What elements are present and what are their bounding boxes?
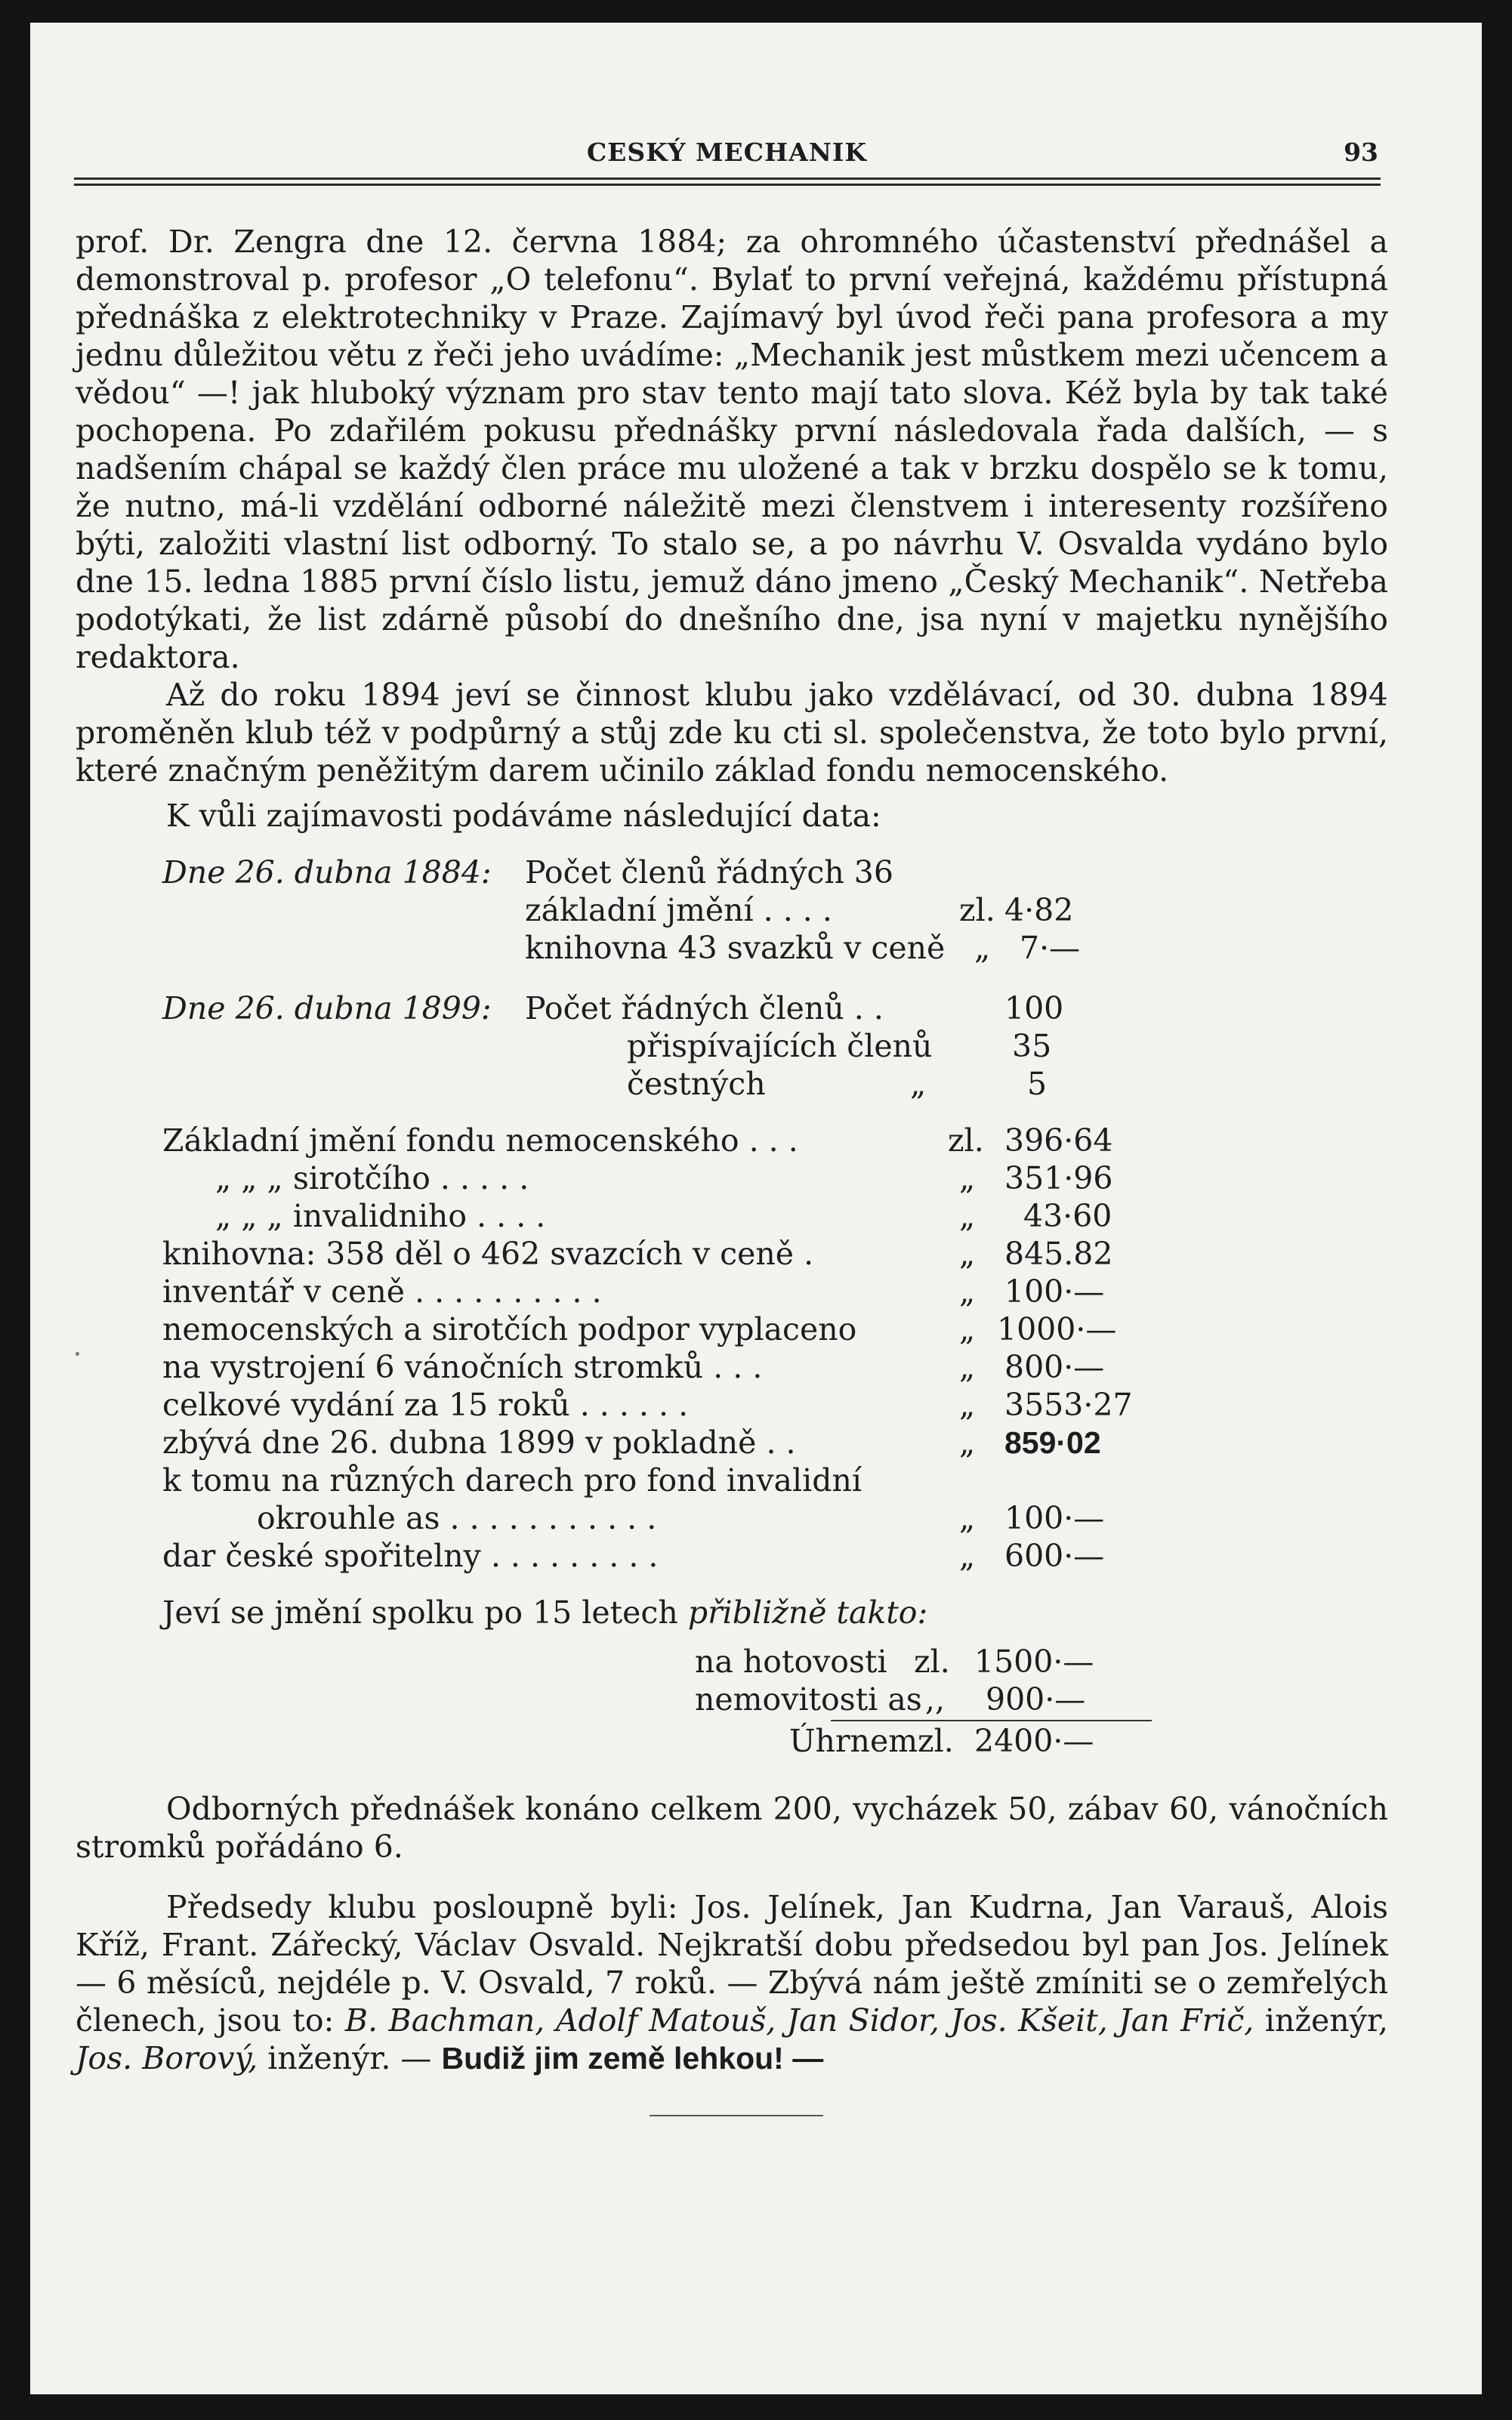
deceased-members: B. Bachman, Adolf Matouš, Jan Sidor, Jos. Kšeit, Jan Frič, [344, 2002, 1254, 2039]
date-1884: Dne 26. dubna 1884: [162, 854, 492, 891]
paragraph-data-intro: K vůli zajímavosti podáváme následující data: [166, 798, 881, 834]
fund-row-value: 800·— [1004, 1349, 1105, 1385]
fund-row-currency: „ [959, 1311, 976, 1347]
fund-row-label: knihovna: 358 děl o 462 svazcích v ceně . [162, 1236, 814, 1272]
honorary-1899-value: 5 [1027, 1066, 1048, 1102]
fund-row-value: 100·— [1004, 1500, 1105, 1536]
library-1884-value: 7·— [1020, 930, 1081, 966]
members-1899-value: 100 [1004, 990, 1064, 1026]
fund-row-currency: „ [959, 1198, 976, 1234]
fund-row-currency: „ [959, 1273, 976, 1310]
library-1884-label: knihovna 43 svazků v ceně [525, 930, 946, 966]
end-rule [650, 2115, 823, 2116]
date-1899: Dne 26. dubna 1899: [162, 990, 492, 1026]
summary-intro-italic: přibližně takto: [687, 1594, 928, 1631]
engineer-title-2: inženýr. — [267, 2040, 432, 2076]
fund-row-currency: „ [959, 1500, 976, 1536]
fund-row-currency: zl. [948, 1122, 984, 1159]
fund-row-label: dar české spořitelny . . . . . . . . . [162, 1538, 659, 1574]
total-currency: zl. [918, 1723, 954, 1759]
balance-value: 859·02 [1004, 1425, 1101, 1460]
fund-row-currency: „ [959, 1538, 976, 1574]
honorary-1899-label: čestných [627, 1066, 766, 1102]
capital-1884-value: 4·82 [1004, 892, 1074, 928]
property-label: nemovitosti as [695, 1681, 922, 1718]
summary-intro [162, 1594, 927, 1631]
total-value: 2400·— [974, 1723, 1094, 1759]
deceased-member-last: Jos. Borový, [76, 2040, 258, 2076]
cash-value: 1500·— [974, 1644, 1094, 1680]
fund-row-label: „ „ „ invalidniho . . . . [215, 1198, 546, 1234]
page-header [76, 137, 1378, 175]
page-number: 93 [1344, 137, 1378, 167]
memorial-phrase: Budiž jim země lehkou! — [441, 2041, 824, 2076]
members-1899-label: Počet řádných členů . . [525, 990, 884, 1026]
fund-row-label: zbývá dne 26. dubna 1899 v pokladně . . [162, 1425, 796, 1461]
fund-row-value: 100·— [1004, 1273, 1105, 1310]
contributing-1899-label: přispívajících členů [627, 1028, 933, 1064]
property-currency: ,, [925, 1681, 946, 1718]
capital-1884-label: základní jmění . . . . [525, 892, 832, 928]
fund-row-label: okrouhle as . . . . . . . . . . . [257, 1500, 657, 1536]
fund-row-value: 43·60 [1023, 1198, 1112, 1234]
summary-intro-text: Jeví se jmění spolku po 15 letech [162, 1594, 678, 1631]
contributing-1899-value: 35 [1012, 1028, 1052, 1064]
paragraph-chairmen [76, 1888, 1388, 2077]
members-1884: Počet členů řádných 36 [525, 854, 893, 891]
paragraph-lectures: Odborných přednášek konáno celkem 200, vycházek 50, zábav 60, vánočních stromků pořádáno 6. [76, 1791, 1388, 1865]
fund-row-value: 1000·— [997, 1311, 1117, 1347]
fund-row-currency: „ [959, 1425, 976, 1461]
fund-row-currency: „ [959, 1387, 976, 1423]
fund-row-value: 351·96 [1004, 1160, 1113, 1196]
fund-row-label: „ „ „ sirotčího . . . . . [215, 1160, 529, 1196]
document-page [30, 23, 1482, 2394]
property-value: 900·— [986, 1681, 1086, 1718]
total-label: Úhrnem [789, 1723, 918, 1759]
fund-row-label: na vystrojení 6 vánočních stromků . . . [162, 1349, 763, 1385]
header-rule-bottom [74, 184, 1381, 186]
paragraph-support-fund: Až do roku 1894 jeví se činnost klubu jako vzdělávací, od 30. dubna 1894 proměněn klub též v podpůrný a stůj zde ku cti sl. společenstva, že toto bylo první, které značným peněžitým darem učinilo základ fondu nemocenského. [76, 677, 1388, 789]
fund-row-value: 3553·27 [1004, 1387, 1133, 1423]
paragraph-history: prof. Dr. Zengra dne 12. června 1884; za ohromného účastenství přednášel a demonstroval p. profesor „O telefonu“. Bylať to první veřejná, každému přístupná přednáška z elektrotechniky v Praze. Zajímavý byl úvod řeči pana profesora a my jednu důležitou větu z řeči jeho uvádíme: „Mechanik jest můstkem mezi učencem a vědou“ —! jak hluboký význam pro stav tento mají tato slova. Kéž byla by tak také pochopena. Po zdařilém pokusu přednášky první následovala řada dalších, — s nadšením chápal se každý člen práce mu uložené a tak v brzku dospělo se k tomu, že nutno, má-li vzdělání odborné náležitě mezi členstvem i interesenty rozšířeno býti, založiti vlastní list odborný. To stalo se, a po návrhu V. Osvalda vydáno bylo dne 15. ledna 1885 první číslo listu, jemuž dáno jmeno „Český Mechanik“. Netřeba podotýkati, že list zdárně působí do dnešního dne, jsa nyní v majetku nynějšího redaktora. [76, 224, 1388, 675]
chairmen-text: Předsedy klubu posloupně byli: Jos. Jelínek, Jan Kudrna, Jan Varauš, Alois Kříž, Frant. Zářecký, Václav Osvald. Nejkratší dobu předsedou byl pan Jos. Jelínek — 6 měsíců, nejdéle p. V. Osvald, 7 roků. — Zbývá nám ještě zmíniti se o zemřelých členech, jsou to: [76, 1889, 1388, 2039]
sum-rule [831, 1720, 1152, 1721]
fund-row-value: 600·— [1004, 1538, 1105, 1574]
fund-row-value: 396·64 [1004, 1122, 1113, 1159]
print-speck [76, 1352, 79, 1356]
fund-row-currency: „ [959, 1236, 976, 1272]
capital-1884-currency: zl. [959, 892, 995, 928]
cash-currency: zl. [914, 1644, 950, 1680]
cash-label: na hotovosti [695, 1644, 887, 1680]
header-rule-top [74, 177, 1381, 180]
fund-row-label: nemocenských a sirotčích podpor vyplaceno [162, 1311, 857, 1347]
fund-row-currency: „ [959, 1349, 976, 1385]
running-title: CESKÝ MECHANIK [586, 137, 868, 167]
fund-row-label: celkové vydání za 15 roků . . . . . . [162, 1387, 689, 1423]
fund-row-currency: „ [959, 1160, 976, 1196]
engineer-title-1: inženýr, [1264, 2002, 1388, 2039]
fund-row-label: Základní jmění fondu nemocenského . . . [162, 1122, 798, 1159]
fund-row-label: inventář v ceně . . . . . . . . . . [162, 1273, 602, 1310]
fund-row-label: k tomu na různých darech pro fond invalidní [162, 1462, 862, 1499]
library-1884-currency: „ [974, 930, 991, 966]
honorary-1899-ditto: „ [910, 1066, 927, 1102]
fund-row-value: 845.82 [1004, 1236, 1113, 1272]
